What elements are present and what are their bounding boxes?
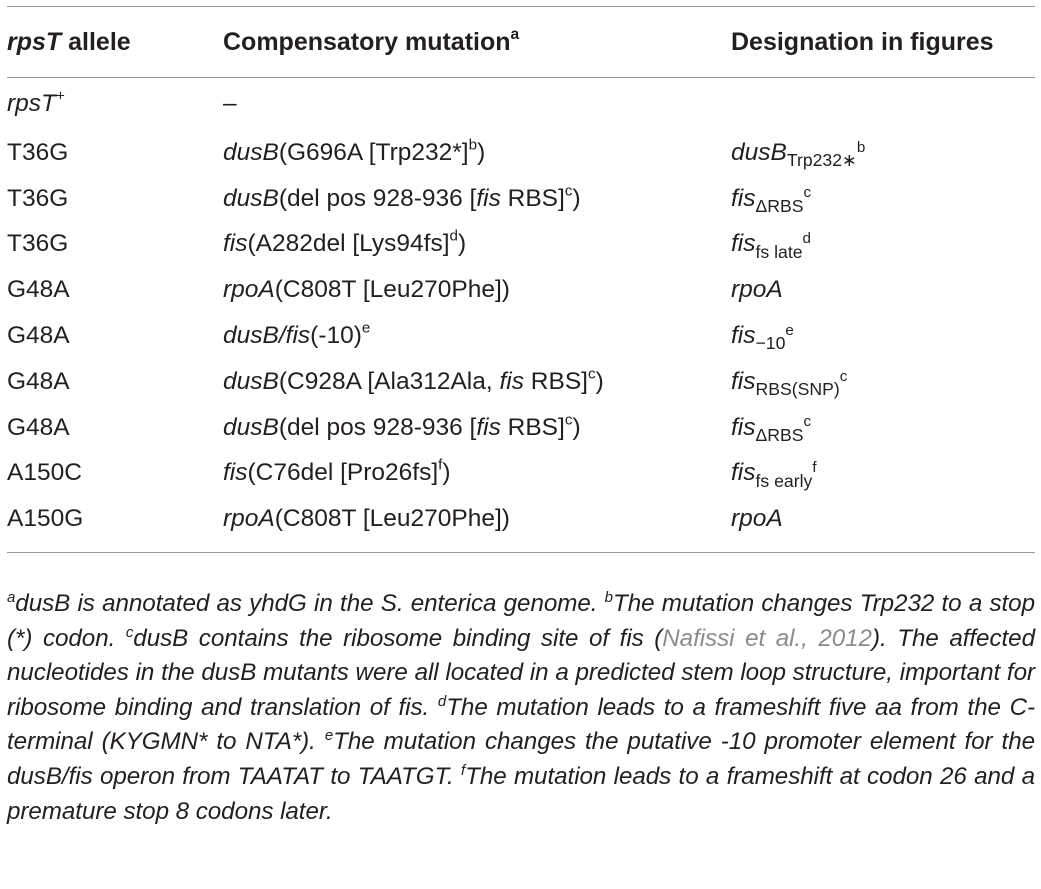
footnote-f-mark: f <box>460 761 466 779</box>
mutation-cell: dusB(C928A [Ala312Ala, fis RBS]$^c$) <box>223 365 604 395</box>
footnote-e-mark: e <box>324 727 334 745</box>
designation-cell <box>731 78 1035 130</box>
designation-cell: fis$_{fs late}^d$ <box>731 230 811 262</box>
table-row <box>7 222 1035 268</box>
allele-cell: G48A <box>7 367 70 395</box>
table-row <box>7 78 1035 130</box>
mutation-table-container <box>7 6 1035 553</box>
designation-cell: dusB$_{Trp232∗}^b$ <box>731 138 866 171</box>
mutation-cell: – <box>223 90 237 117</box>
bottom-rule <box>7 552 1035 553</box>
footnote-a-mark: a <box>7 589 16 606</box>
footnote-c-cont: ). The affected nucleotides in the dusB mutants were all located in a predicted stem loop structure, important for ribosome binding and translation of fis. <box>7 624 1035 721</box>
header-compensatory-mutation: Compensatory mutation$^a$ <box>223 25 520 56</box>
footnote-c: dusB contains the ribosome binding site of fis ( <box>133 624 663 652</box>
allele-cell: T36G <box>7 230 69 258</box>
mutation-cell: dusB(del pos 928-936 [fis RBS]$^c$) <box>223 411 581 441</box>
mutation-cell: dusB(G696A $[Trp232*]^b$) <box>223 136 486 166</box>
mutation-cell: rpoA(C808T [Leu270Phe]) <box>223 505 510 533</box>
allele-cell: T36G <box>7 138 69 166</box>
table-footnotes <box>7 587 1035 829</box>
designation-cell: rpoA <box>731 276 783 304</box>
mutation-table-body <box>7 78 1035 542</box>
table-row <box>7 359 1035 405</box>
footnote-b: The mutation changes Trp232 to a stop (*) codon. <box>7 590 1035 652</box>
footnote-c-mark: c <box>125 623 134 641</box>
table-row <box>7 130 1035 176</box>
mutation-cell: rpoA(C808T [Leu270Phe]) <box>223 276 510 304</box>
allele-cell: G48A <box>7 276 70 304</box>
mutation-cell: dusB/$fis(-10)^e$ <box>223 319 371 350</box>
designation-cell: fis$_{fs early}^f$ <box>731 459 817 491</box>
allele-cell: rpsT+ <box>7 87 65 117</box>
footnote-e: The mutation changes the putative -10 promoter element for the dusB/fis operon from TAATAT to TAATGT. <box>7 728 1035 790</box>
footnote-d: The mutation leads to a frameshift five aa from the C-terminal (KYGMN* to NTA*). <box>7 693 1035 756</box>
footnote-b-mark: b <box>604 589 613 606</box>
footnote-a: dusB is annotated as yhdG in the S. enterica genome. <box>15 590 605 617</box>
reference-link[interactable]: Nafissi et al., 2012 <box>662 624 872 652</box>
designation-cell: fis$_{\Delta RBS}^c$ <box>731 413 812 445</box>
header-row <box>7 7 1035 77</box>
designation-cell: fis$_{RBS(SNP)}^c$ <box>731 367 848 400</box>
table-row <box>7 405 1035 451</box>
table-row <box>7 451 1035 497</box>
mutation-cell: dusB(del pos 928-936 [fis RBS]$^c$) <box>223 182 581 212</box>
designation-cell: rpoA <box>731 505 783 533</box>
table-row <box>7 313 1035 359</box>
allele-cell: A150G <box>7 505 84 533</box>
table-row <box>7 267 1035 313</box>
table-row <box>7 176 1035 222</box>
table-row <box>7 496 1035 542</box>
mutation-cell: fis(A282del $[Lys94fs]^d$) <box>223 227 467 258</box>
mutation-table <box>7 7 1035 77</box>
footnote-f: The mutation leads to a frameshift at codon 26 and a premature stop 8 codons later. <box>7 762 1036 825</box>
allele-cell: T36G <box>7 184 69 212</box>
header-designation: Designation in figures <box>731 27 994 56</box>
mutation-cell: fis(C76del $[Pro26fs]^f$) <box>223 456 451 487</box>
designation-cell: fis$_{-10}^e$ <box>731 321 794 354</box>
footnote-d-mark: d <box>437 692 447 710</box>
allele-cell: A150C <box>7 459 82 487</box>
allele-cell: G48A <box>7 413 70 441</box>
allele-cell: G48A <box>7 322 70 350</box>
header-allele: rpsT allele <box>7 27 131 56</box>
designation-cell: fis$_{\Delta RBS}^c$ <box>731 184 812 216</box>
